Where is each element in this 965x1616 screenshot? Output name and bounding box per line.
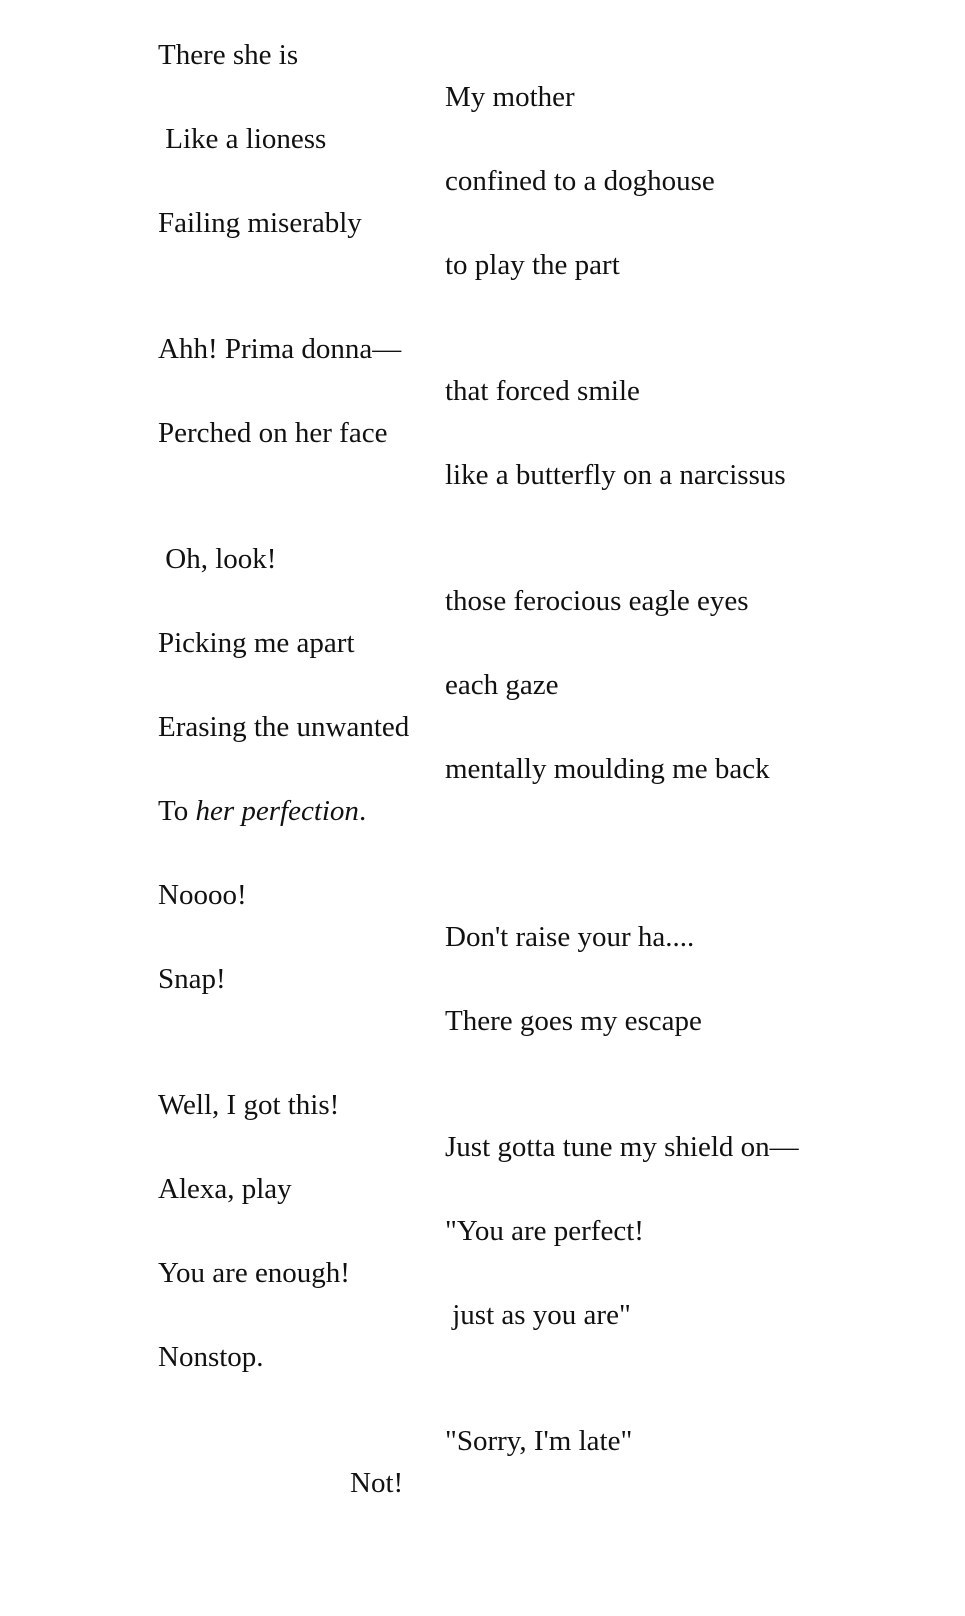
poem-line: to play the part — [445, 249, 620, 281]
poem-line: those ferocious eagle eyes — [445, 585, 749, 617]
poem-line: Failing miserably — [158, 207, 362, 239]
poem-line: Perched on her face — [158, 417, 388, 449]
poem-line: "You are perfect! — [445, 1215, 644, 1247]
poem-line: My mother — [445, 81, 575, 113]
poem-line: Nonstop. — [158, 1341, 264, 1373]
poem-line: Snap! — [158, 963, 226, 995]
poem-line: There goes my escape — [445, 1005, 702, 1037]
poem-line: just as you are" — [445, 1299, 631, 1331]
poem-line: like a butterfly on a narcissus — [445, 459, 786, 491]
poem-line: Not! — [350, 1467, 404, 1499]
line-prefix: To — [158, 795, 196, 827]
poem-line: mentally moulding me back — [445, 753, 770, 785]
poem-line: Alexa, play — [158, 1173, 292, 1205]
poem-line: confined to a doghouse — [445, 165, 715, 197]
poem-line: Ahh! Prima donna— — [158, 333, 402, 365]
poem-line: You are enough! — [158, 1257, 350, 1289]
poem-line: Don't raise your ha.... — [445, 921, 695, 953]
poem-line: Well, I got this! — [158, 1089, 340, 1121]
emphasized-phrase: her perfection — [195, 795, 359, 827]
poem-line: Oh, look! — [158, 543, 277, 575]
poem-line: Picking me apart — [158, 627, 355, 659]
poem-line: each gaze — [445, 669, 559, 701]
poem-line: Erasing the unwanted — [158, 711, 410, 743]
line-suffix: . — [358, 795, 367, 827]
poem-line: Noooo! — [158, 879, 247, 911]
poem-line: Like a lioness — [158, 123, 327, 155]
poem-line: There she is — [158, 39, 299, 71]
poem-line-emphasized — [158, 794, 366, 828]
poem-line: "Sorry, I'm late" — [445, 1425, 633, 1457]
poem-line: that forced smile — [445, 375, 640, 407]
poem-line: Just gotta tune my shield on— — [445, 1131, 799, 1163]
